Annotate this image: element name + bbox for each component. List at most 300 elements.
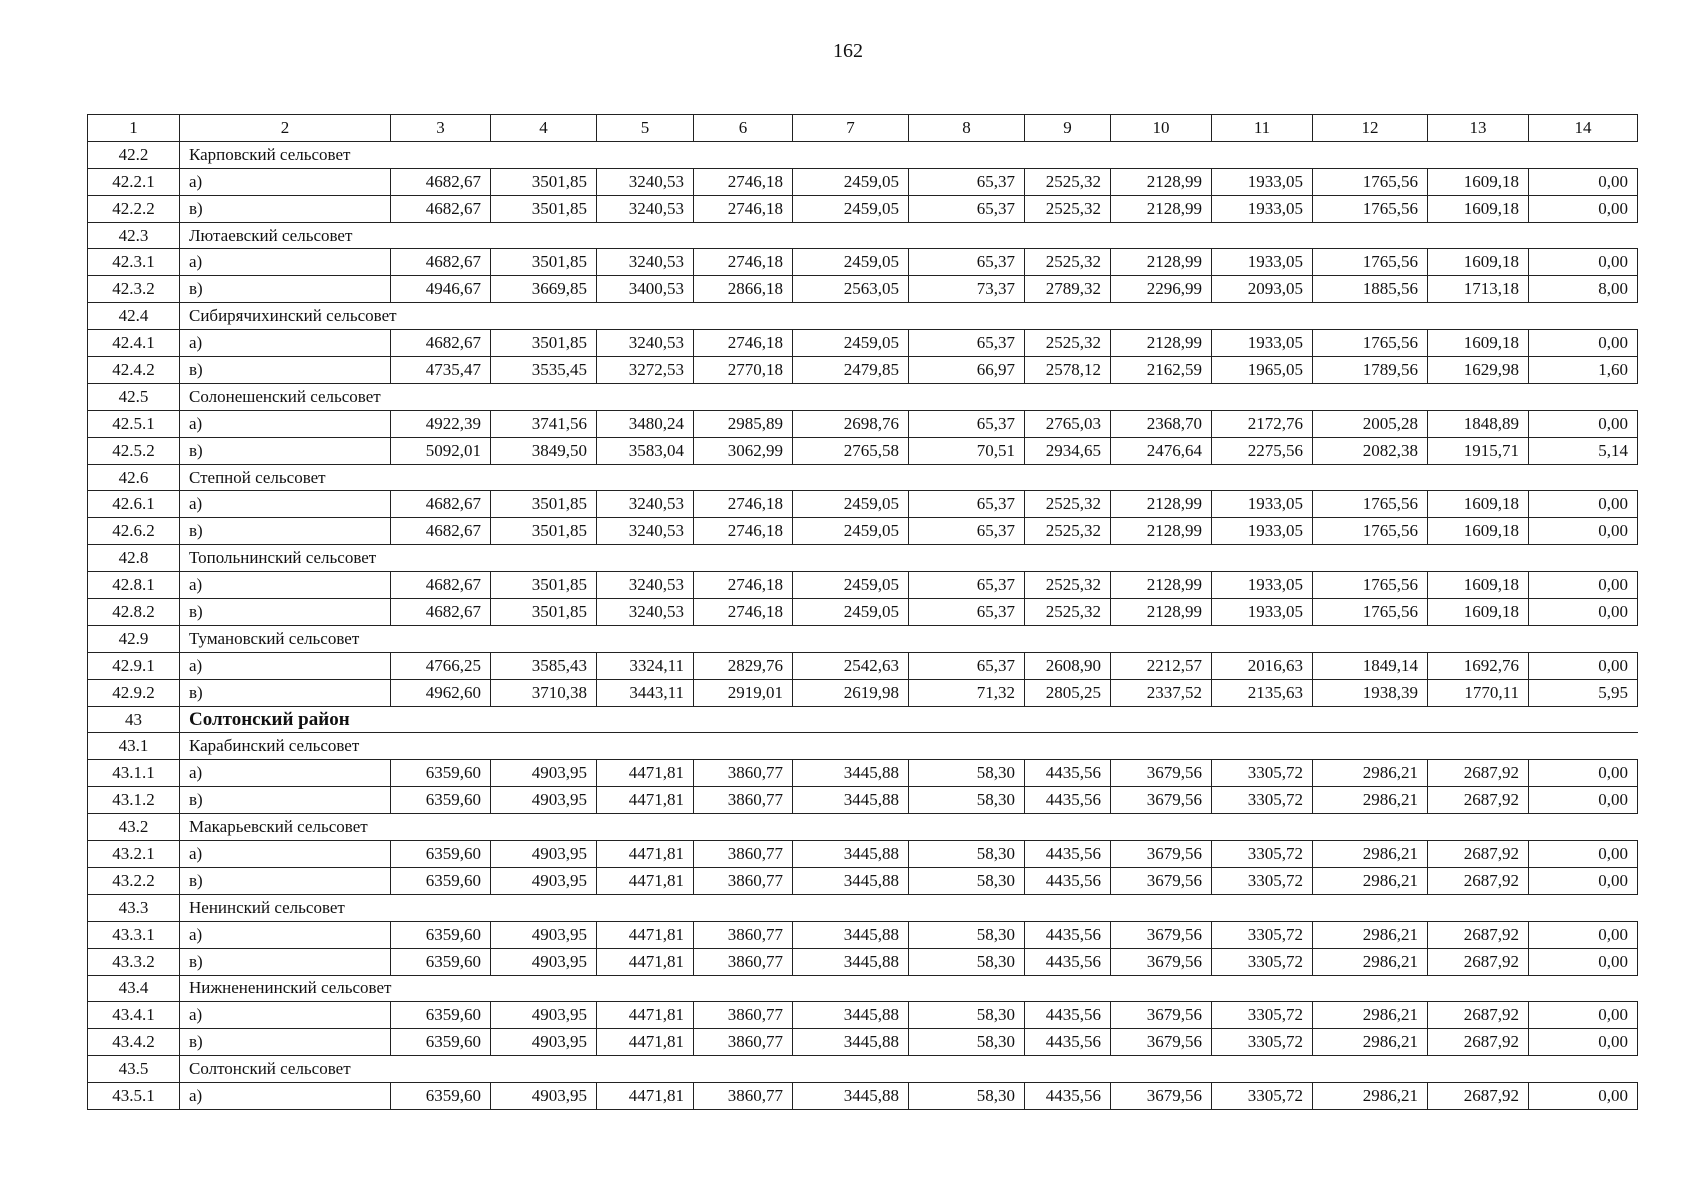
value-cell: 2525,32 bbox=[1025, 518, 1111, 545]
value-cell: 3741,56 bbox=[491, 410, 597, 437]
value-cell: 3679,56 bbox=[1111, 867, 1212, 894]
row-subtype: в) bbox=[180, 437, 391, 464]
row-subtype: в) bbox=[180, 787, 391, 814]
value-cell: 6359,60 bbox=[391, 867, 491, 894]
value-cell: 3240,53 bbox=[597, 249, 694, 276]
value-cell: 3305,72 bbox=[1212, 948, 1313, 975]
table-row bbox=[88, 1083, 1638, 1110]
row-code: 42.9 bbox=[88, 625, 180, 652]
row-subtype: а) bbox=[180, 410, 391, 437]
row-code: 43.1.1 bbox=[88, 760, 180, 787]
row-title: Лютаевский сельсовет bbox=[180, 222, 1638, 249]
value-cell: 3860,77 bbox=[694, 1083, 793, 1110]
value-cell: 4435,56 bbox=[1025, 1029, 1111, 1056]
row-code: 42.2 bbox=[88, 141, 180, 168]
value-cell: 65,37 bbox=[909, 410, 1025, 437]
value-cell: 2525,32 bbox=[1025, 599, 1111, 626]
value-cell: 0,00 bbox=[1529, 948, 1638, 975]
value-cell: 2525,32 bbox=[1025, 330, 1111, 357]
value-cell: 4471,81 bbox=[597, 1002, 694, 1029]
value-cell: 3583,04 bbox=[597, 437, 694, 464]
value-cell: 3305,72 bbox=[1212, 760, 1313, 787]
row-title: Нижнененинский сельсовет bbox=[180, 975, 1638, 1002]
row-subtype: в) bbox=[180, 948, 391, 975]
value-cell: 4471,81 bbox=[597, 867, 694, 894]
value-cell: 2459,05 bbox=[793, 491, 909, 518]
value-cell: 6359,60 bbox=[391, 760, 491, 787]
section-row bbox=[88, 222, 1638, 249]
row-subtype: а) bbox=[180, 330, 391, 357]
value-cell: 3445,88 bbox=[793, 1002, 909, 1029]
value-cell: 3305,72 bbox=[1212, 787, 1313, 814]
value-cell: 1765,56 bbox=[1313, 491, 1428, 518]
value-cell: 3305,72 bbox=[1212, 867, 1313, 894]
row-subtype: в) bbox=[180, 599, 391, 626]
value-cell: 2608,90 bbox=[1025, 652, 1111, 679]
value-cell: 2687,92 bbox=[1428, 1083, 1529, 1110]
section-row bbox=[88, 814, 1638, 841]
value-cell: 4682,67 bbox=[391, 599, 491, 626]
row-code: 42.4.2 bbox=[88, 357, 180, 384]
row-code: 42.8.2 bbox=[88, 599, 180, 626]
row-subtype: а) bbox=[180, 572, 391, 599]
table-row bbox=[88, 437, 1638, 464]
value-cell: 3860,77 bbox=[694, 841, 793, 868]
value-cell: 3445,88 bbox=[793, 787, 909, 814]
section-row bbox=[88, 464, 1638, 491]
value-cell: 2016,63 bbox=[1212, 652, 1313, 679]
value-cell: 2476,64 bbox=[1111, 437, 1212, 464]
column-header: 10 bbox=[1111, 115, 1212, 142]
value-cell: 0,00 bbox=[1529, 760, 1638, 787]
value-cell: 3501,85 bbox=[491, 518, 597, 545]
value-cell: 3445,88 bbox=[793, 760, 909, 787]
column-header: 2 bbox=[180, 115, 391, 142]
tariff-table bbox=[87, 114, 1638, 1110]
value-cell: 2687,92 bbox=[1428, 921, 1529, 948]
value-cell: 3860,77 bbox=[694, 948, 793, 975]
table-row bbox=[88, 921, 1638, 948]
value-cell: 4903,95 bbox=[491, 841, 597, 868]
table-row bbox=[88, 652, 1638, 679]
page-number: 162 bbox=[833, 40, 863, 62]
value-cell: 2986,21 bbox=[1313, 787, 1428, 814]
row-title: Карповский сельсовет bbox=[180, 141, 1638, 168]
value-cell: 3501,85 bbox=[491, 249, 597, 276]
row-code: 43.2 bbox=[88, 814, 180, 841]
row-subtype: в) bbox=[180, 276, 391, 303]
value-cell: 1765,56 bbox=[1313, 168, 1428, 195]
row-subtype: а) bbox=[180, 921, 391, 948]
value-cell: 2765,58 bbox=[793, 437, 909, 464]
value-cell: 4903,95 bbox=[491, 1029, 597, 1056]
section-row bbox=[88, 975, 1638, 1002]
row-code: 42.8.1 bbox=[88, 572, 180, 599]
value-cell: 3445,88 bbox=[793, 867, 909, 894]
value-cell: 5092,01 bbox=[391, 437, 491, 464]
row-code: 42.3 bbox=[88, 222, 180, 249]
value-cell: 4471,81 bbox=[597, 787, 694, 814]
value-cell: 1933,05 bbox=[1212, 330, 1313, 357]
value-cell: 65,37 bbox=[909, 168, 1025, 195]
value-cell: 0,00 bbox=[1529, 572, 1638, 599]
table-row bbox=[88, 679, 1638, 706]
value-cell: 58,30 bbox=[909, 841, 1025, 868]
value-cell: 3480,24 bbox=[597, 410, 694, 437]
value-cell: 3445,88 bbox=[793, 841, 909, 868]
column-header: 6 bbox=[694, 115, 793, 142]
value-cell: 2128,99 bbox=[1111, 491, 1212, 518]
value-cell: 3445,88 bbox=[793, 1083, 909, 1110]
value-cell: 2525,32 bbox=[1025, 491, 1111, 518]
value-cell: 4962,60 bbox=[391, 679, 491, 706]
district-row bbox=[88, 706, 1638, 733]
column-header: 13 bbox=[1428, 115, 1529, 142]
value-cell: 65,37 bbox=[909, 518, 1025, 545]
value-cell: 3324,11 bbox=[597, 652, 694, 679]
value-cell: 2746,18 bbox=[694, 599, 793, 626]
value-cell: 1609,18 bbox=[1428, 599, 1529, 626]
value-cell: 1765,56 bbox=[1313, 599, 1428, 626]
column-header: 11 bbox=[1212, 115, 1313, 142]
value-cell: 4435,56 bbox=[1025, 787, 1111, 814]
row-code: 42.5.2 bbox=[88, 437, 180, 464]
value-cell: 2805,25 bbox=[1025, 679, 1111, 706]
value-cell: 58,30 bbox=[909, 1029, 1025, 1056]
value-cell: 0,00 bbox=[1529, 168, 1638, 195]
value-cell: 3305,72 bbox=[1212, 841, 1313, 868]
value-cell: 8,00 bbox=[1529, 276, 1638, 303]
value-cell: 3679,56 bbox=[1111, 841, 1212, 868]
value-cell: 1933,05 bbox=[1212, 168, 1313, 195]
value-cell: 2005,28 bbox=[1313, 410, 1428, 437]
value-cell: 2128,99 bbox=[1111, 572, 1212, 599]
value-cell: 0,00 bbox=[1529, 249, 1638, 276]
value-cell: 2986,21 bbox=[1313, 921, 1428, 948]
value-cell: 4435,56 bbox=[1025, 1002, 1111, 1029]
value-cell: 6359,60 bbox=[391, 921, 491, 948]
value-cell: 3400,53 bbox=[597, 276, 694, 303]
value-cell: 1915,71 bbox=[1428, 437, 1529, 464]
row-subtype: в) bbox=[180, 679, 391, 706]
row-subtype: в) bbox=[180, 357, 391, 384]
value-cell: 2985,89 bbox=[694, 410, 793, 437]
value-cell: 3501,85 bbox=[491, 599, 597, 626]
value-cell: 4682,67 bbox=[391, 249, 491, 276]
table-row bbox=[88, 518, 1638, 545]
row-title: Тумановский сельсовет bbox=[180, 625, 1638, 652]
value-cell: 4471,81 bbox=[597, 948, 694, 975]
value-cell: 4471,81 bbox=[597, 1083, 694, 1110]
row-code: 42.8 bbox=[88, 545, 180, 572]
table-row bbox=[88, 491, 1638, 518]
value-cell: 3585,43 bbox=[491, 652, 597, 679]
row-code: 43.2.2 bbox=[88, 867, 180, 894]
value-cell: 4682,67 bbox=[391, 518, 491, 545]
row-subtype: а) bbox=[180, 1002, 391, 1029]
row-title: Солонешенский сельсовет bbox=[180, 383, 1638, 410]
row-title: Солтонский сельсовет bbox=[180, 1056, 1638, 1083]
value-cell: 1770,11 bbox=[1428, 679, 1529, 706]
value-cell: 3860,77 bbox=[694, 921, 793, 948]
value-cell: 65,37 bbox=[909, 195, 1025, 222]
value-cell: 1789,56 bbox=[1313, 357, 1428, 384]
value-cell: 2934,65 bbox=[1025, 437, 1111, 464]
value-cell: 2212,57 bbox=[1111, 652, 1212, 679]
value-cell: 1713,18 bbox=[1428, 276, 1529, 303]
value-cell: 1692,76 bbox=[1428, 652, 1529, 679]
value-cell: 4435,56 bbox=[1025, 760, 1111, 787]
row-title: Карабинский сельсовет bbox=[180, 733, 1638, 760]
value-cell: 2866,18 bbox=[694, 276, 793, 303]
value-cell: 0,00 bbox=[1529, 1083, 1638, 1110]
row-subtype: в) bbox=[180, 195, 391, 222]
value-cell: 1765,56 bbox=[1313, 330, 1428, 357]
row-code: 43 bbox=[88, 706, 180, 733]
value-cell: 2479,85 bbox=[793, 357, 909, 384]
value-cell: 3679,56 bbox=[1111, 787, 1212, 814]
value-cell: 0,00 bbox=[1529, 410, 1638, 437]
value-cell: 3240,53 bbox=[597, 491, 694, 518]
value-cell: 3679,56 bbox=[1111, 921, 1212, 948]
value-cell: 2135,63 bbox=[1212, 679, 1313, 706]
row-title: Сибирячихинский сельсовет bbox=[180, 303, 1638, 330]
value-cell: 2459,05 bbox=[793, 330, 909, 357]
value-cell: 2687,92 bbox=[1428, 760, 1529, 787]
value-cell: 3679,56 bbox=[1111, 1029, 1212, 1056]
value-cell: 2082,38 bbox=[1313, 437, 1428, 464]
row-subtype: а) bbox=[180, 491, 391, 518]
value-cell: 4922,39 bbox=[391, 410, 491, 437]
value-cell: 58,30 bbox=[909, 1083, 1025, 1110]
value-cell: 58,30 bbox=[909, 787, 1025, 814]
row-subtype: в) bbox=[180, 518, 391, 545]
value-cell: 2746,18 bbox=[694, 491, 793, 518]
row-subtype: а) bbox=[180, 168, 391, 195]
value-cell: 3679,56 bbox=[1111, 1083, 1212, 1110]
value-cell: 3445,88 bbox=[793, 948, 909, 975]
value-cell: 4435,56 bbox=[1025, 948, 1111, 975]
value-cell: 3305,72 bbox=[1212, 1002, 1313, 1029]
value-cell: 4903,95 bbox=[491, 921, 597, 948]
table-row bbox=[88, 357, 1638, 384]
value-cell: 2459,05 bbox=[793, 599, 909, 626]
value-cell: 4903,95 bbox=[491, 1002, 597, 1029]
value-cell: 3305,72 bbox=[1212, 921, 1313, 948]
section-row bbox=[88, 1056, 1638, 1083]
value-cell: 2128,99 bbox=[1111, 518, 1212, 545]
value-cell: 2746,18 bbox=[694, 518, 793, 545]
section-row bbox=[88, 383, 1638, 410]
column-header: 5 bbox=[597, 115, 694, 142]
value-cell: 2578,12 bbox=[1025, 357, 1111, 384]
value-cell: 65,37 bbox=[909, 572, 1025, 599]
value-cell: 4435,56 bbox=[1025, 867, 1111, 894]
value-cell: 1609,18 bbox=[1428, 195, 1529, 222]
value-cell: 0,00 bbox=[1529, 867, 1638, 894]
value-cell: 3860,77 bbox=[694, 1002, 793, 1029]
value-cell: 3501,85 bbox=[491, 330, 597, 357]
row-code: 43.2.1 bbox=[88, 841, 180, 868]
row-subtype: а) bbox=[180, 249, 391, 276]
value-cell: 73,37 bbox=[909, 276, 1025, 303]
value-cell: 2746,18 bbox=[694, 572, 793, 599]
value-cell: 70,51 bbox=[909, 437, 1025, 464]
value-cell: 4435,56 bbox=[1025, 841, 1111, 868]
value-cell: 2459,05 bbox=[793, 572, 909, 599]
value-cell: 1848,89 bbox=[1428, 410, 1529, 437]
value-cell: 4903,95 bbox=[491, 787, 597, 814]
value-cell: 3501,85 bbox=[491, 491, 597, 518]
row-code: 42.3.1 bbox=[88, 249, 180, 276]
value-cell: 6359,60 bbox=[391, 841, 491, 868]
row-code: 42.4.1 bbox=[88, 330, 180, 357]
row-code: 42.3.2 bbox=[88, 276, 180, 303]
value-cell: 6359,60 bbox=[391, 1029, 491, 1056]
section-row bbox=[88, 625, 1638, 652]
section-row bbox=[88, 545, 1638, 572]
value-cell: 0,00 bbox=[1529, 599, 1638, 626]
value-cell: 1765,56 bbox=[1313, 195, 1428, 222]
value-cell: 1609,18 bbox=[1428, 249, 1529, 276]
value-cell: 4435,56 bbox=[1025, 921, 1111, 948]
value-cell: 1,60 bbox=[1529, 357, 1638, 384]
row-subtype: в) bbox=[180, 867, 391, 894]
value-cell: 4682,67 bbox=[391, 168, 491, 195]
value-cell: 2746,18 bbox=[694, 168, 793, 195]
value-cell: 1629,98 bbox=[1428, 357, 1529, 384]
row-code: 42.9.1 bbox=[88, 652, 180, 679]
value-cell: 4682,67 bbox=[391, 330, 491, 357]
value-cell: 58,30 bbox=[909, 760, 1025, 787]
value-cell: 1609,18 bbox=[1428, 518, 1529, 545]
row-code: 43.5 bbox=[88, 1056, 180, 1083]
table-row bbox=[88, 249, 1638, 276]
value-cell: 1609,18 bbox=[1428, 330, 1529, 357]
row-code: 43.4.2 bbox=[88, 1029, 180, 1056]
row-title: Топольнинский сельсовет bbox=[180, 545, 1638, 572]
value-cell: 2093,05 bbox=[1212, 276, 1313, 303]
value-cell: 2296,99 bbox=[1111, 276, 1212, 303]
row-code: 42.2.2 bbox=[88, 195, 180, 222]
column-header: 8 bbox=[909, 115, 1025, 142]
value-cell: 1933,05 bbox=[1212, 572, 1313, 599]
value-cell: 3860,77 bbox=[694, 787, 793, 814]
value-cell: 1609,18 bbox=[1428, 491, 1529, 518]
value-cell: 2525,32 bbox=[1025, 168, 1111, 195]
value-cell: 3240,53 bbox=[597, 572, 694, 599]
row-title: Макарьевский сельсовет bbox=[180, 814, 1638, 841]
value-cell: 2128,99 bbox=[1111, 249, 1212, 276]
column-header: 4 bbox=[491, 115, 597, 142]
value-cell: 3272,53 bbox=[597, 357, 694, 384]
value-cell: 3679,56 bbox=[1111, 760, 1212, 787]
value-cell: 3445,88 bbox=[793, 1029, 909, 1056]
value-cell: 2698,76 bbox=[793, 410, 909, 437]
value-cell: 0,00 bbox=[1529, 652, 1638, 679]
value-cell: 0,00 bbox=[1529, 921, 1638, 948]
value-cell: 4682,67 bbox=[391, 572, 491, 599]
value-cell: 2128,99 bbox=[1111, 195, 1212, 222]
value-cell: 3240,53 bbox=[597, 168, 694, 195]
value-cell: 2687,92 bbox=[1428, 1029, 1529, 1056]
row-code: 42.6.1 bbox=[88, 491, 180, 518]
value-cell: 1609,18 bbox=[1428, 168, 1529, 195]
value-cell: 2459,05 bbox=[793, 168, 909, 195]
value-cell: 3240,53 bbox=[597, 599, 694, 626]
value-cell: 2765,03 bbox=[1025, 410, 1111, 437]
value-cell: 3860,77 bbox=[694, 760, 793, 787]
value-cell: 2459,05 bbox=[793, 249, 909, 276]
value-cell: 6359,60 bbox=[391, 787, 491, 814]
value-cell: 4682,67 bbox=[391, 195, 491, 222]
value-cell: 2368,70 bbox=[1111, 410, 1212, 437]
value-cell: 6359,60 bbox=[391, 1083, 491, 1110]
value-cell: 2687,92 bbox=[1428, 787, 1529, 814]
value-cell: 0,00 bbox=[1529, 787, 1638, 814]
value-cell: 1965,05 bbox=[1212, 357, 1313, 384]
section-row bbox=[88, 894, 1638, 921]
row-code: 43.5.1 bbox=[88, 1083, 180, 1110]
table-body bbox=[88, 115, 1638, 1110]
table-row bbox=[88, 841, 1638, 868]
row-code: 43.3.2 bbox=[88, 948, 180, 975]
value-cell: 2687,92 bbox=[1428, 867, 1529, 894]
value-cell: 1933,05 bbox=[1212, 518, 1313, 545]
value-cell: 2986,21 bbox=[1313, 760, 1428, 787]
table-row bbox=[88, 760, 1638, 787]
row-subtype: а) bbox=[180, 1083, 391, 1110]
value-cell: 2162,59 bbox=[1111, 357, 1212, 384]
value-cell: 3860,77 bbox=[694, 1029, 793, 1056]
value-cell: 2525,32 bbox=[1025, 195, 1111, 222]
row-code: 42.6.2 bbox=[88, 518, 180, 545]
row-title: Ненинский сельсовет bbox=[180, 894, 1638, 921]
value-cell: 2746,18 bbox=[694, 249, 793, 276]
value-cell: 4903,95 bbox=[491, 760, 597, 787]
table-row bbox=[88, 330, 1638, 357]
table-row bbox=[88, 195, 1638, 222]
value-cell: 3535,45 bbox=[491, 357, 597, 384]
row-code: 43.3.1 bbox=[88, 921, 180, 948]
value-cell: 2919,01 bbox=[694, 679, 793, 706]
row-subtype: а) bbox=[180, 760, 391, 787]
value-cell: 58,30 bbox=[909, 921, 1025, 948]
value-cell: 58,30 bbox=[909, 948, 1025, 975]
value-cell: 2746,18 bbox=[694, 330, 793, 357]
value-cell: 3679,56 bbox=[1111, 1002, 1212, 1029]
value-cell: 2337,52 bbox=[1111, 679, 1212, 706]
value-cell: 1933,05 bbox=[1212, 599, 1313, 626]
value-cell: 1885,56 bbox=[1313, 276, 1428, 303]
row-code: 43.4.1 bbox=[88, 1002, 180, 1029]
value-cell: 2986,21 bbox=[1313, 841, 1428, 868]
value-cell: 1933,05 bbox=[1212, 195, 1313, 222]
value-cell: 2525,32 bbox=[1025, 572, 1111, 599]
row-code: 43.3 bbox=[88, 894, 180, 921]
table-row bbox=[88, 948, 1638, 975]
value-cell: 1849,14 bbox=[1313, 652, 1428, 679]
table-row bbox=[88, 572, 1638, 599]
row-code: 42.2.1 bbox=[88, 168, 180, 195]
value-cell: 2986,21 bbox=[1313, 948, 1428, 975]
value-cell: 71,32 bbox=[909, 679, 1025, 706]
value-cell: 65,37 bbox=[909, 330, 1025, 357]
value-cell: 2128,99 bbox=[1111, 599, 1212, 626]
value-cell: 0,00 bbox=[1529, 518, 1638, 545]
value-cell: 4682,67 bbox=[391, 491, 491, 518]
value-cell: 65,37 bbox=[909, 249, 1025, 276]
